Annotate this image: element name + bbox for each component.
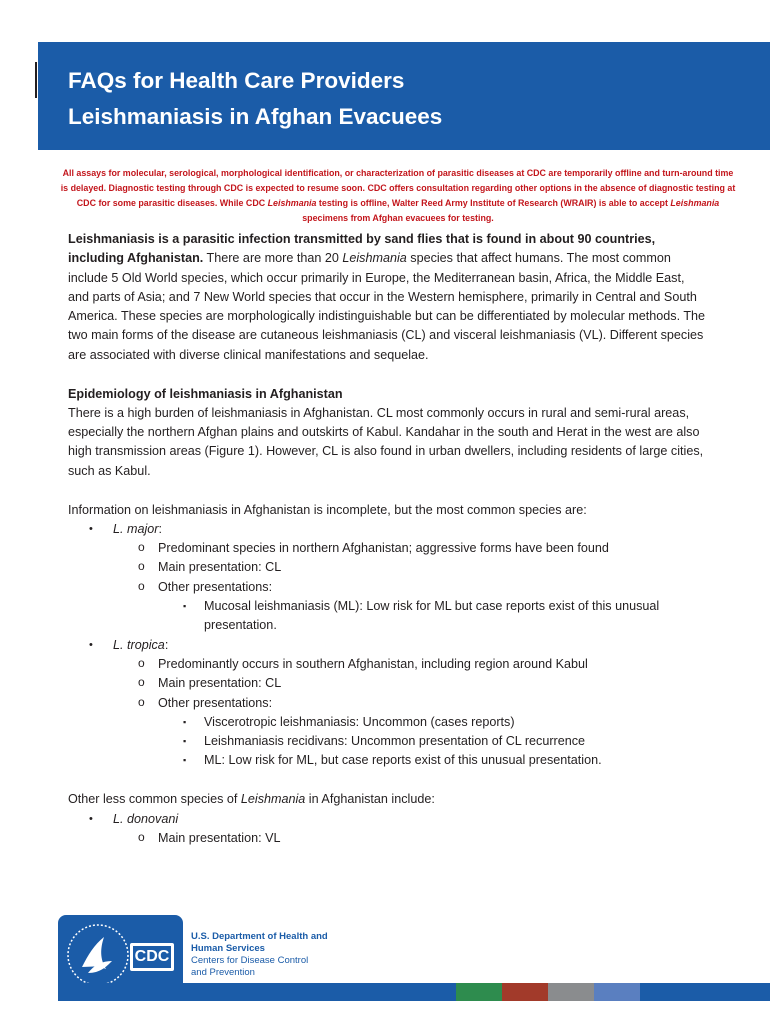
list-item: • L. major: [68,520,708,539]
header-banner [38,42,770,150]
intro-paragraph: Leishmaniasis is a parasitic infection transmitted by sand flies that is found in about 90 countries, including Afghanistan. There are more than 20 Leishmania species that affect humans. The most common include 5 Old World species, which occur primarily in Europe, the Mediterranean basin, Africa, the Middle East, and parts of Asia; and 7 New World species that occur in the Western hemisphere, primarily in Central and South America. These species are morphologically indistinguishable but can be differentiated by molecular methods. The two main forms of the disease are cutaneous leishmaniasis (CL) and visceral leishmaniasis (VL). Different species are associated with diverse clinical manifestations and sequelae. [68,232,706,362]
list-item: ▪ ML: Low risk for ML, but case reports exist of this unusual presentation. [68,751,708,770]
list-item: • L. donovani [68,810,708,829]
page-edge-mark [35,62,37,98]
document-body [68,230,708,848]
bullet: o [138,559,145,574]
bullet: o [138,829,145,844]
list-item: o Main presentation: VL [68,829,708,848]
list-item: ▪ Mucosal leishmaniasis (ML): Low risk for ML but case reports exist of this unusual presentation. [183,599,660,633]
org-name: U.S. Department of Health and Human Services Centers for Disease Control and Prevention [191,931,328,978]
bullet: ▪ [183,716,187,727]
bullet: o [138,694,145,709]
footer [58,915,770,1001]
epidemiology-heading: Epidemiology of leishmaniasis in Afghanistan [68,386,343,401]
bullet: o [138,578,145,593]
bullet: o [138,540,145,555]
list-item: ▪ Leishmaniasis recidivans: Uncommon presentation of CL recurrence [68,732,708,751]
list-item: o Main presentation: CL [68,674,708,693]
list-item: o Predominantly occurs in southern Afghanistan, including region around Kabul [68,655,708,674]
other-species-intro: Other less common species of Leishmania in Afghanistan include: [68,792,435,807]
footer-stripe-swatch [456,983,502,1001]
page-title: FAQs for Health Care Providers [68,68,405,93]
bullet: ▪ [183,736,187,747]
list-item: o Main presentation: CL [68,558,708,577]
page-subtitle: Leishmaniasis in Afghan Evacuees [68,104,443,129]
species-intro: Information on leishmaniasis in Afghanistan is incomplete, but the most common species are: [68,502,587,517]
bullet: ▪ [183,601,187,612]
list-item: • L. tropica: [68,636,708,655]
footer-stripe-swatch [594,983,640,1001]
bullet: • [89,522,93,535]
list-item: o Other presentations: [68,694,708,713]
bullet: • [89,638,93,651]
testing-notice: All assays for molecular, serological, morphological identification, or characterization of parasitic diseases at CDC are temporarily offline and turn-around time is delayed. Diagnostic testing through CDC is expected to resume soon. CDC offers consultation regarding other options in the absence of diagnostic testing at CDC for some parasitic diseases. While CDC Leishmania testing is offline, Walter Reed Army Institute of Research (WRAIR) is able to accept Leishmania specimens from Afghan evacuees for testing. [60,168,736,223]
footer-stripe-swatch [502,983,548,1001]
bullet: ▪ [183,755,187,766]
bullet: o [138,675,145,690]
bullet: o [138,655,145,670]
list-item: ▪ Viscerotropic leishmaniasis: Uncommon (cases reports) [68,713,708,732]
epidemiology-paragraph: There is a high burden of leishmaniasis in Afghanistan. CL most commonly occurs in rural and semi-rural areas, especially the northern Afghan plains and outskirts of Kabul. Kandahar in the south and Herat in the west are also high transmission areas (Figure 1). However, CL is also found in urban dwellers, including residents of large cities, such as Kabul. [68,405,704,478]
cdc-logo: CDC [130,943,174,971]
footer-stripe-swatch [548,983,594,1001]
bullet: • [89,812,93,825]
footer-stripe [58,983,770,1001]
list-item: o Other presentations: [68,578,708,597]
list-item: o Predominant species in northern Afghanistan; aggressive forms have been found [68,539,708,558]
